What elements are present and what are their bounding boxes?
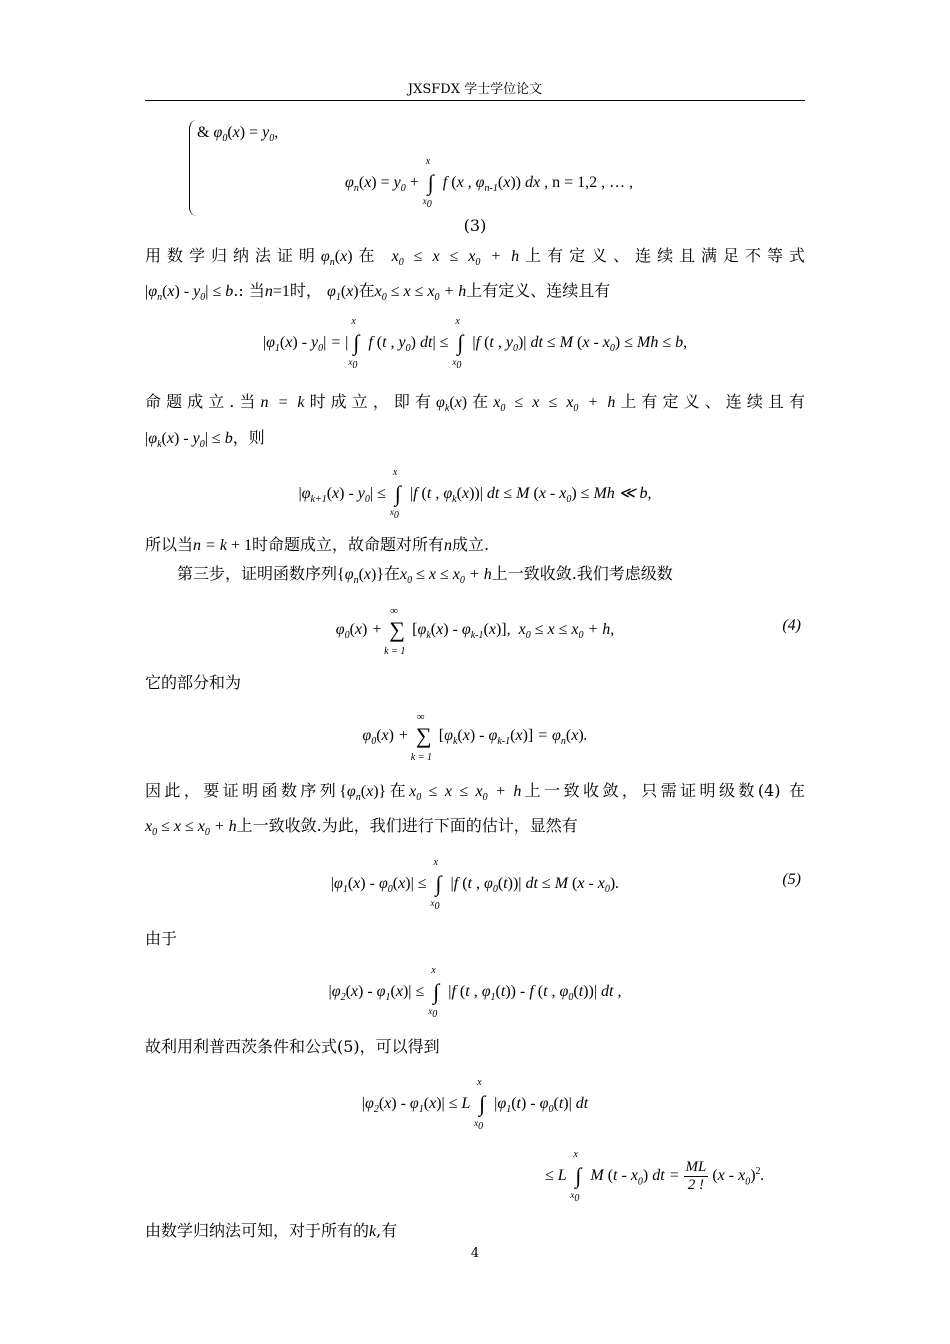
equation-series: $\varphi_0(x)$ + ∞ ∑ k = 1 $[\varphi_k(x) - \varphi_{k-1}(x)]$, $x_0 \le x \le x_0 + h$, (4) <box>335 604 801 657</box>
text: 因此，要证明函数序列 <box>145 780 340 800</box>
page-number: 4 <box>470 1246 480 1261</box>
left-brace <box>189 120 196 216</box>
text: 则 <box>248 427 265 447</box>
equation-partial-sum: $\varphi_0(x)$ + ∞ ∑ k = 1 $[\varphi_k(x) - \varphi_{k-1}(x)] = \varphi_n(x)$. <box>362 710 588 763</box>
text: 在 <box>386 780 410 800</box>
equation-estimate-2: $|\varphi_2(x) - \varphi_1(x)|$ ≤ x ∫ $x_0$ |f (t , $\varphi_1(t)$) - f (t , $\varphi_0(t))|$ dt , <box>328 965 622 1020</box>
paragraph-therefore-2: $x_0 \le x \le x_0 + h$上一致收敛.为此，我们进行下面的估计，显然有 <box>145 816 578 839</box>
text: 在 <box>358 281 375 301</box>
text: 上一致收敛，只需证明级数(4) 在 <box>521 780 805 800</box>
text: 上一致收敛.为此，我们进行下面的估计，显然有 <box>236 816 578 836</box>
text: 在 <box>467 392 494 412</box>
text: 时， <box>289 281 322 301</box>
equation-phik1-bound: $|\varphi_{k+1}(x) - y_0|$ ≤ x ∫ $x_0$ |f (t , $\varphi_k(x))|$ dt ≤ M $(x - x_0) \le Mh$ ≪ b, <box>298 466 652 521</box>
paragraph-induction-step: 命题成立.当n = k时成立，即有$\varphi_k(x)$在$x_0 \le x \le x_0 + h$上有定义、连续且有 <box>145 392 805 415</box>
page-body <box>145 110 805 1246</box>
text: 用数学归纳法证明 <box>145 246 321 265</box>
text: 在 <box>384 563 401 583</box>
paragraph-induction-2: $|\varphi_n(x) - y_0| \le b$.: 当n=1时， $\varphi_1(x)$在$x_0 \le x \le x_0 + h$上有定义、连续且有 <box>145 281 611 304</box>
paragraph-lipschitz: 故利用利普西茨条件和公式(5)，可以得到 <box>145 1037 440 1057</box>
page-header: JXSFDX 学士学位论文 <box>407 82 543 97</box>
paragraph-since: 由于 <box>145 929 178 949</box>
paragraph-partial-sum: 它的部分和为 <box>145 672 242 692</box>
paragraph-induction-step-2: $|\varphi_k(x) - y_0| \le b$，则 <box>145 427 265 450</box>
paragraph-conclusion: 所以当n = k + 1时命题成立，故命题对所有n成立. <box>145 534 490 554</box>
paragraph-therefore: 因此，要证明函数序列$\{\varphi_n(x)\}$在$x_0 \le x \le x_0 + h$上一致收敛，只需证明级数(4) 在 <box>145 780 805 804</box>
text: 成立. <box>451 534 490 554</box>
text: 当 <box>248 281 265 301</box>
equation-estimate-3: $|\varphi_2(x) - \varphi_1(x)| \le L$ x ∫ $x_0$ $|\varphi_1(t) - \varphi_0(t)|$ dt <box>361 1077 589 1132</box>
text: ,有 <box>376 1221 398 1241</box>
text: 在 <box>352 246 381 265</box>
text: 所以当 <box>145 534 194 554</box>
equation-estimate-4: ≤ L x ∫ $x_0$ M $(t - x_0)$ dt = $\frac{ML}{2 !}$ $(x - x_0)^2$. <box>545 1149 765 1204</box>
equation-estimate-1: $|\varphi_1(x) - \varphi_0(x)|$ ≤ x ∫ $x_0$ |f (t , $\varphi_0(t))|$ dt ≤ M $(x - x_0)$. (5) <box>330 857 801 912</box>
equation-phi1-bound: $|\varphi_1(x) - y_0|$ = | x ∫ $x_0$ f (t , $y_0$) dt| ≤ x ∫ $x_0$ |f (t , $y_0)|$ dt ≤ M $(x - x_0) \le Mh \le b$, <box>262 316 688 371</box>
text: 上有定义、连续且有 <box>466 281 611 301</box>
text: 上有定义、连续且满足不等式 <box>519 246 805 265</box>
text: 由数学归纳法可知，对于所有的 <box>145 1221 370 1241</box>
text: 第三步，证明函数序列 <box>177 563 338 583</box>
equation-picard-definition: & $\varphi_0(x) = y_0$, $\varphi_n(x) = y_0$ + x ∫ $x_0$ f (x , $\varphi_{n-1}(x)$) dx , n = 1,2 , … , <box>145 110 805 210</box>
text: 命题成立.当 <box>145 392 261 412</box>
text: 上一致收敛.我们考虑级数 <box>491 563 673 583</box>
text: 上有定义、连续且有 <box>615 392 805 412</box>
equation-number-4: (4) <box>782 616 801 634</box>
text: 时命题成立，故命题对所有 <box>251 534 444 554</box>
paragraph-induction: 用数学归纳法证明$\varphi_n(x)$在 $x_0 \le x \le x_0 + h$上有定义、连续且满足不等式 <box>145 246 805 269</box>
equation-number-5: (5) <box>782 871 801 889</box>
equation-number-3: (3) <box>463 216 487 235</box>
header-rule <box>145 100 805 101</box>
paragraph-step-three: 第三步，证明函数序列$\{\varphi_n(x)\}$在$x_0 \le x \le x_0 + h$上一致收敛.我们考虑级数 <box>177 563 673 586</box>
paragraph-induction-all: 由数学归纳法可知，对于所有的k,有 <box>145 1221 398 1241</box>
text: 时成立，即有 <box>304 392 437 412</box>
